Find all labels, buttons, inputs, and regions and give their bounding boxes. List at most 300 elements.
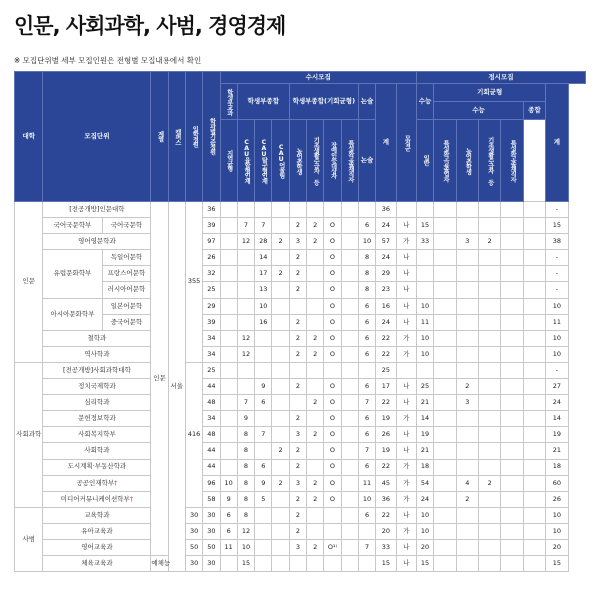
value-cell [523, 539, 545, 555]
value-cell: 나 [396, 427, 416, 443]
col-jeongsi: 정시모집 [416, 72, 585, 84]
unit-cell [43, 523, 151, 539]
value-cell: O [324, 282, 341, 298]
value-cell: - [546, 202, 568, 218]
college-cell: 사범 [15, 507, 43, 571]
value-cell: 15 [416, 218, 433, 234]
value-cell: 10 [255, 298, 272, 314]
value-cell [289, 298, 306, 314]
track-cell: 예체능 [151, 556, 168, 572]
value-cell: 15 [546, 218, 568, 234]
value-cell: 30 [203, 556, 220, 572]
value-cell: 10 [546, 346, 568, 362]
value-cell [272, 459, 289, 475]
value-cell: 3 [289, 427, 306, 443]
col-gicho2: 기초생활수급자 등 [478, 120, 500, 202]
value-cell: 8 [358, 250, 375, 266]
value-cell: 8 [237, 507, 254, 523]
value-cell: O [324, 459, 341, 475]
value-cell: 가 [396, 523, 416, 539]
col-jonghap: 학생부종합 [237, 84, 289, 120]
table-row [15, 379, 586, 395]
col-teukseong-ch: 특성화고교졸업자 [434, 120, 456, 202]
value-cell: 6 [255, 395, 272, 411]
table-row [15, 346, 586, 362]
value-cell [523, 379, 545, 395]
unit-cell [43, 362, 151, 378]
value-cell: 2 [307, 234, 324, 250]
value-cell [523, 507, 545, 523]
value-cell [237, 379, 254, 395]
value-cell: 11 [416, 314, 433, 330]
value-cell [456, 556, 478, 572]
value-cell [523, 346, 545, 362]
col-campus: 캠퍼스 [168, 72, 185, 202]
value-cell [434, 234, 456, 250]
value-cell: 6 [358, 507, 375, 523]
value-cell: 나 [396, 298, 416, 314]
value-cell: 36 [376, 202, 396, 218]
col-hakgyo: 학생부교과 [220, 84, 237, 120]
value-cell: O [324, 346, 341, 362]
value-cell: O [324, 330, 341, 346]
value-cell: 2 [289, 443, 306, 459]
value-cell [478, 459, 500, 475]
value-cell [289, 556, 306, 572]
table-row [15, 556, 586, 572]
unit-cell [43, 330, 151, 346]
value-cell: 26 [376, 427, 396, 443]
value-cell: 22 [376, 330, 396, 346]
unit-label: 심리학과 [84, 398, 110, 407]
unit-label: 철학과 [87, 333, 107, 342]
value-cell [255, 539, 272, 555]
value-cell [434, 459, 456, 475]
value-cell [434, 346, 456, 362]
value-cell: 나 [396, 266, 416, 282]
col-gyeyeol: 계열 [151, 72, 168, 202]
value-cell: 7 [237, 395, 254, 411]
value-cell [434, 427, 456, 443]
value-cell [478, 282, 500, 298]
value-cell [220, 234, 237, 250]
value-cell [456, 459, 478, 475]
value-cell: 6 [358, 314, 375, 330]
value-cell [501, 346, 523, 362]
value-cell: 22 [376, 459, 396, 475]
value-cell [501, 443, 523, 459]
value-cell [501, 266, 523, 282]
value-cell: 2 [289, 523, 306, 539]
value-cell [272, 282, 289, 298]
unit-label: [전공개방]사회과학대학 [62, 365, 131, 374]
value-cell: 25 [376, 362, 396, 378]
value-cell [434, 443, 456, 459]
value-cell: 96 [203, 475, 220, 491]
quota-cell: 50 [185, 539, 202, 555]
col-nongeochon2: 농어촌학생 [456, 120, 478, 202]
value-cell: 34 [203, 330, 220, 346]
value-cell: 24 [376, 218, 396, 234]
value-cell [358, 523, 375, 539]
value-cell [478, 266, 500, 282]
col-gijun: 학과별기준정원 [203, 72, 220, 202]
value-cell [501, 556, 523, 572]
value-cell [523, 362, 545, 378]
value-cell [307, 362, 324, 378]
value-cell: 7 [358, 539, 375, 555]
value-cell: - [546, 266, 568, 282]
col-ilban: 일반 [416, 120, 433, 202]
value-cell: 57 [376, 234, 396, 250]
value-cell: 3 [456, 234, 478, 250]
value-cell: 15 [546, 556, 568, 572]
value-cell [523, 282, 545, 298]
value-cell [220, 282, 237, 298]
value-cell: 10 [416, 523, 433, 539]
value-cell: 17 [255, 266, 272, 282]
value-cell: 3 [289, 475, 306, 491]
col-jeongsi-total: 계 [546, 84, 568, 202]
value-cell: 12 [237, 523, 254, 539]
value-cell [272, 395, 289, 411]
value-cell [478, 539, 500, 555]
value-cell [272, 427, 289, 443]
value-cell [501, 539, 523, 555]
value-cell: O [324, 250, 341, 266]
subunit-cell: 프랑스어문학 [102, 266, 151, 282]
value-cell [478, 507, 500, 523]
value-cell: 2 [456, 379, 478, 395]
unit-cell [43, 507, 151, 523]
col-nonsul2: 논술 [358, 120, 375, 202]
value-cell [307, 443, 324, 459]
value-cell [307, 379, 324, 395]
value-cell: 가 [396, 411, 416, 427]
value-cell [341, 443, 358, 459]
value-cell: 33 [376, 539, 396, 555]
unit-cell [43, 202, 151, 218]
value-cell [501, 395, 523, 411]
value-cell: 39 [203, 314, 220, 330]
value-cell: 2 [272, 475, 289, 491]
value-cell: 3 [289, 234, 306, 250]
value-cell [456, 266, 478, 282]
unit-cell [43, 346, 151, 362]
value-cell: - [546, 250, 568, 266]
value-cell: 10 [416, 507, 433, 523]
value-cell [501, 459, 523, 475]
value-cell: 2 [289, 218, 306, 234]
value-cell [501, 411, 523, 427]
value-cell [341, 379, 358, 395]
table-row [15, 443, 586, 459]
value-cell: 2 [478, 234, 500, 250]
value-cell: 26 [203, 250, 220, 266]
value-cell [307, 314, 324, 330]
value-cell [307, 250, 324, 266]
value-cell [220, 459, 237, 475]
value-cell [501, 523, 523, 539]
value-cell: 10 [358, 491, 375, 507]
value-cell: O [324, 314, 341, 330]
value-cell: 7 [358, 395, 375, 411]
value-cell: 2 [456, 491, 478, 507]
value-cell: 9 [255, 475, 272, 491]
value-cell [501, 314, 523, 330]
table-row [15, 395, 586, 411]
unit-label: 사회복지학부 [78, 430, 116, 439]
value-cell: 2 [478, 475, 500, 491]
value-cell: 3 [289, 539, 306, 555]
value-cell: 11 [358, 475, 375, 491]
value-cell [478, 346, 500, 362]
college-cell: 사회과학 [15, 362, 43, 507]
value-cell: O [324, 491, 341, 507]
value-cell [255, 202, 272, 218]
value-cell [255, 346, 272, 362]
value-cell: 34 [203, 346, 220, 362]
value-cell: 10 [546, 523, 568, 539]
value-cell [341, 346, 358, 362]
value-cell: 나 [396, 314, 416, 330]
value-cell: 나 [396, 507, 416, 523]
value-cell [456, 298, 478, 314]
value-cell: 21 [546, 443, 568, 459]
value-cell: 나 [396, 395, 416, 411]
col-mojip: 모집단위 [43, 72, 151, 202]
value-cell: 10 [546, 298, 568, 314]
value-cell [289, 362, 306, 378]
value-cell [523, 411, 545, 427]
value-cell: 25 [416, 379, 433, 395]
value-cell: 13 [255, 282, 272, 298]
value-cell: 6 [358, 346, 375, 362]
unit-cell [43, 395, 151, 411]
table-row [15, 250, 586, 266]
value-cell: 10 [220, 475, 237, 491]
value-cell: 33 [416, 234, 433, 250]
value-cell [501, 427, 523, 443]
value-cell [501, 234, 523, 250]
value-cell [416, 266, 433, 282]
value-cell: 2 [289, 250, 306, 266]
value-cell [478, 427, 500, 443]
value-cell: 15 [237, 556, 254, 572]
value-cell: 6 [358, 218, 375, 234]
value-cell: 25 [203, 362, 220, 378]
value-cell: 22 [376, 507, 396, 523]
value-cell [307, 523, 324, 539]
col-nongeochon: 농어촌학생 [289, 120, 306, 202]
value-cell: 9 [237, 411, 254, 427]
col-susi: 수시모집 [220, 72, 416, 84]
value-cell [478, 411, 500, 427]
value-cell [501, 250, 523, 266]
value-cell [272, 491, 289, 507]
value-cell [237, 202, 254, 218]
value-cell: 가 [396, 459, 416, 475]
value-cell: 39 [203, 218, 220, 234]
value-cell: 2 [307, 346, 324, 362]
value-cell: 44 [203, 443, 220, 459]
value-cell [416, 362, 433, 378]
value-cell: 6 [358, 411, 375, 427]
value-cell [456, 346, 478, 362]
value-cell [501, 379, 523, 395]
value-cell [220, 427, 237, 443]
value-cell [478, 330, 500, 346]
unit-label: 공공인재학부 [76, 478, 115, 487]
value-cell: 가 [396, 346, 416, 362]
value-cell [434, 523, 456, 539]
value-cell: 10 [416, 346, 433, 362]
table-row [15, 218, 586, 234]
value-cell [523, 395, 545, 411]
value-cell [434, 556, 456, 572]
value-cell [341, 507, 358, 523]
value-cell: 18 [546, 459, 568, 475]
value-cell [396, 202, 416, 218]
value-cell [501, 491, 523, 507]
value-cell: 나 [396, 282, 416, 298]
value-cell [456, 330, 478, 346]
table-row [15, 362, 586, 378]
value-cell: 9 [220, 491, 237, 507]
value-cell [434, 266, 456, 282]
value-cell [272, 556, 289, 572]
value-cell [478, 556, 500, 572]
value-cell: 30 [203, 507, 220, 523]
value-cell: 2 [272, 234, 289, 250]
value-cell: 2 [289, 411, 306, 427]
table-row [15, 475, 586, 491]
value-cell [272, 523, 289, 539]
value-cell [272, 250, 289, 266]
value-cell: 10 [358, 234, 375, 250]
value-cell: 2 [289, 379, 306, 395]
value-cell [434, 330, 456, 346]
value-cell: 24 [376, 250, 396, 266]
value-cell: 7 [255, 218, 272, 234]
value-cell: 2 [289, 330, 306, 346]
value-cell: 10 [237, 539, 254, 555]
value-cell [307, 282, 324, 298]
value-cell: 97 [203, 234, 220, 250]
value-cell [434, 282, 456, 298]
value-cell [523, 427, 545, 443]
value-cell [220, 346, 237, 362]
value-cell: O [324, 379, 341, 395]
value-cell [523, 330, 545, 346]
value-cell [237, 314, 254, 330]
value-cell: 2 [289, 491, 306, 507]
value-cell [358, 556, 375, 572]
value-cell: 29 [376, 266, 396, 282]
table-row [15, 427, 586, 443]
unit-label: [전공개방]인문대학 [69, 204, 125, 213]
value-cell [434, 539, 456, 555]
value-cell [307, 507, 324, 523]
quota-cell: 30 [185, 556, 202, 572]
value-cell: 25 [203, 282, 220, 298]
value-cell [272, 539, 289, 555]
value-cell: 8 [237, 459, 254, 475]
value-cell: 30 [203, 523, 220, 539]
value-cell: 2 [272, 443, 289, 459]
value-cell: 12 [237, 346, 254, 362]
value-cell [341, 523, 358, 539]
value-cell: 가 [396, 491, 416, 507]
value-cell [523, 202, 545, 218]
table-row [15, 491, 586, 507]
value-cell [456, 202, 478, 218]
col-teukseong-jj: 특성화고졸재직자 [501, 120, 523, 202]
value-cell [501, 475, 523, 491]
value-cell [255, 411, 272, 427]
value-cell: - [546, 362, 568, 378]
value-cell: 2 [307, 539, 324, 555]
value-cell [220, 202, 237, 218]
value-cell: 나 [396, 556, 416, 572]
value-cell [523, 523, 545, 539]
col-cau-yunghap: CAU융합형인재 [237, 120, 254, 202]
quota-cell: 355 [185, 202, 202, 363]
value-cell [341, 491, 358, 507]
value-cell [272, 330, 289, 346]
col-cau-tamgu: CAU탐구형인재 [255, 120, 272, 202]
value-cell [523, 266, 545, 282]
value-cell: 32 [203, 266, 220, 282]
value-cell: O [324, 443, 341, 459]
unit-cell [43, 427, 151, 443]
value-cell: 44 [203, 459, 220, 475]
value-cell: 가 [396, 330, 416, 346]
value-cell [434, 298, 456, 314]
dagger-mark: † [129, 494, 134, 503]
value-cell [358, 202, 375, 218]
value-cell [220, 314, 237, 330]
value-cell [523, 459, 545, 475]
value-cell [324, 507, 341, 523]
value-cell: 2 [307, 491, 324, 507]
value-cell [456, 427, 478, 443]
value-cell: 17 [376, 379, 396, 395]
value-cell: 가 [396, 475, 416, 491]
value-cell [456, 314, 478, 330]
value-cell [220, 218, 237, 234]
value-cell: 8 [237, 427, 254, 443]
value-cell [456, 411, 478, 427]
value-cell: 11 [220, 539, 237, 555]
value-cell [434, 411, 456, 427]
value-cell [478, 491, 500, 507]
value-cell: 9 [255, 379, 272, 395]
value-cell [307, 459, 324, 475]
value-cell [434, 507, 456, 523]
value-cell: 3 [456, 395, 478, 411]
value-cell [341, 218, 358, 234]
value-cell: 8 [237, 443, 254, 459]
subunit-cell: 국어국문학 [102, 218, 151, 234]
value-cell [501, 202, 523, 218]
value-cell [324, 202, 341, 218]
value-cell: 6 [358, 379, 375, 395]
value-cell: 19 [546, 427, 568, 443]
unit-cell: 아시아문화학부 [43, 298, 102, 330]
value-cell [478, 395, 500, 411]
value-cell [324, 362, 341, 378]
